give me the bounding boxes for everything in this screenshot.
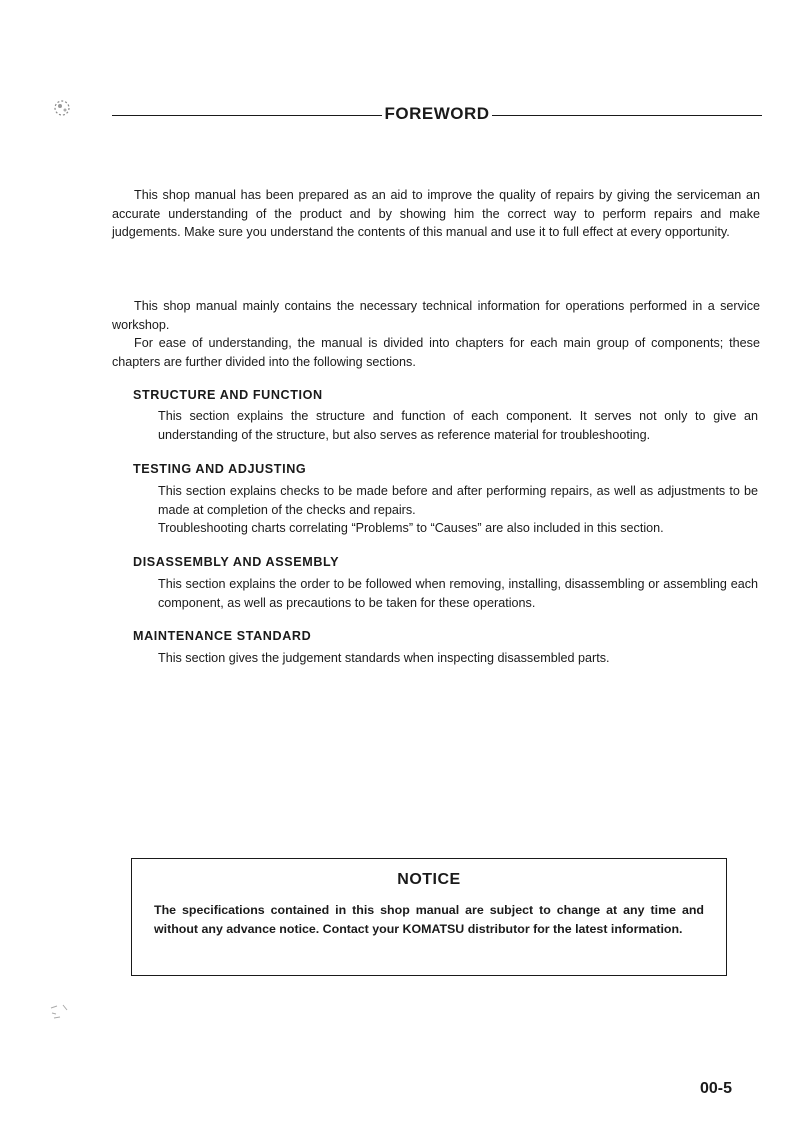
section-body-disassembly <box>158 575 758 612</box>
intro-paragraph: This shop manual has been prepared as an aid to improve the quality of repairs by giving the serviceman an accurate understanding of the product and by showing him the correct way to perform repairs and make judgements. Make sure you understand the contents of this manual and use it to full effect at every opportunity. <box>112 188 760 239</box>
chapters-paragraph: For ease of understanding, the manual is divided into chapters for each main group of components; these chapters are further divided into the following sections. <box>112 336 760 369</box>
section-heading-maintenance: MAINTENANCE STANDARD <box>133 629 312 643</box>
section-body-maintenance <box>158 649 758 668</box>
notice-text: The specifications contained in this shop manual are subject to change at any time and without any advance notice. Contact your KOMATSU distributor for the latest information. <box>154 903 704 936</box>
section-text: This section explains the order to be followed when removing, installing, disassembling or assembling each component, as well as precautions to be taken for these operations. <box>158 577 758 610</box>
section-heading-structure: STRUCTURE AND FUNCTION <box>133 388 323 402</box>
section-body-testing <box>158 482 758 538</box>
page-title: FOREWORD <box>384 104 490 123</box>
section-heading-disassembly: DISASSEMBLY AND ASSEMBLY <box>133 555 340 569</box>
contents-paragraph: This shop manual mainly contains the necessary technical information for operations performed in a service workshop. <box>112 299 760 332</box>
section-text: This section explains the structure and function of each component. It serves not only to give an understanding of the structure, but also serves as reference material for troubleshooting. <box>158 409 758 442</box>
page-number: 00-5 <box>700 1080 733 1097</box>
header-rule-left <box>112 115 382 116</box>
notice-title: NOTICE <box>397 871 461 888</box>
section-text: This section explains checks to be made before and after performing repairs, as well as adjustments to be made at completion of the checks and repairs. <box>158 484 758 517</box>
scan-speck-icon <box>50 96 74 120</box>
section-text: Troubleshooting charts correlating “Problems” to “Causes” are also included in this section. <box>158 521 664 535</box>
page-header <box>112 102 762 126</box>
header-rule-right <box>492 115 762 116</box>
section-body-structure <box>158 407 758 444</box>
section-heading-testing: TESTING AND ADJUSTING <box>133 462 307 476</box>
notice-box <box>131 858 727 976</box>
scan-speck-icon <box>48 1002 72 1022</box>
section-text: This section gives the judgement standards when inspecting disassembled parts. <box>158 651 610 665</box>
